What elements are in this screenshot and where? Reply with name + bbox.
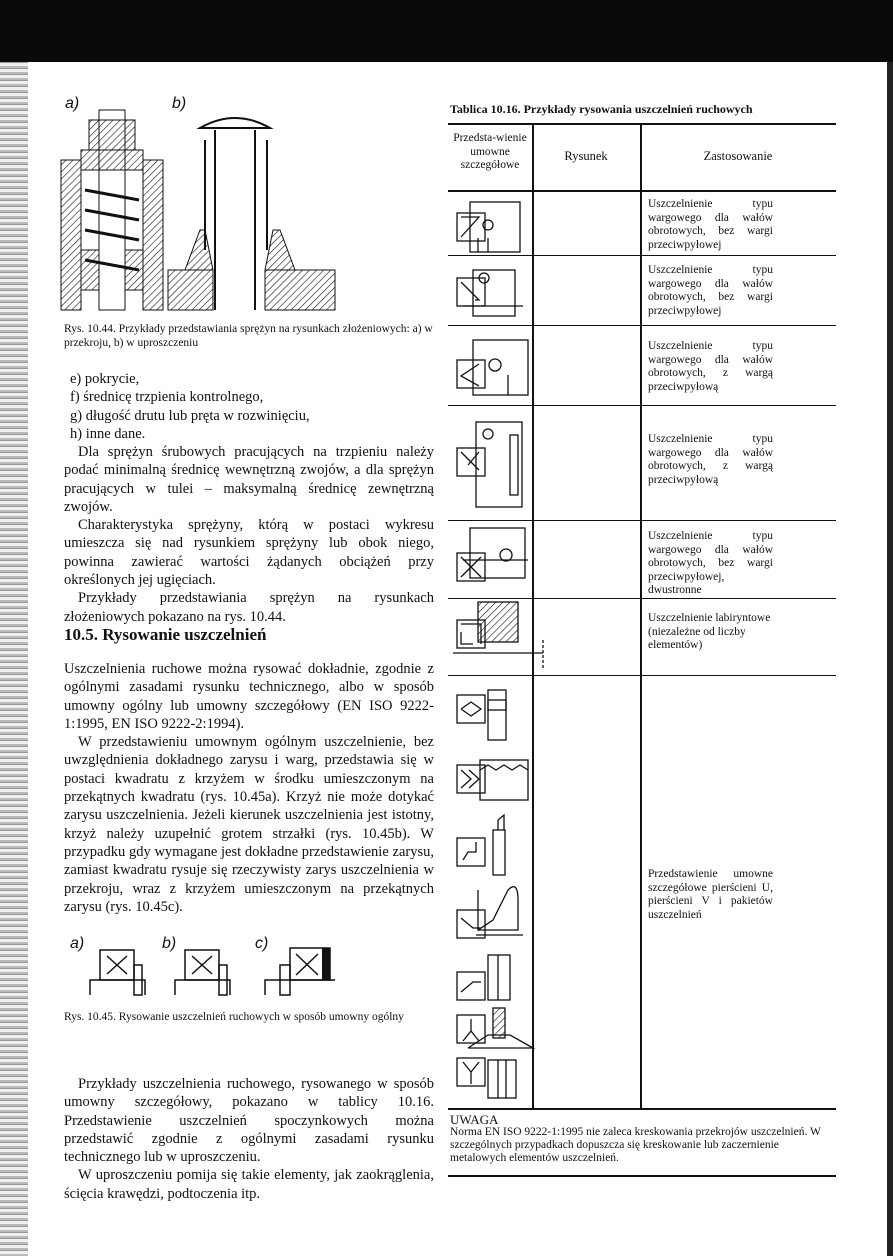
spring-drawing xyxy=(55,100,355,315)
fig-label-a: a) xyxy=(70,935,85,952)
table-rule xyxy=(448,1108,836,1110)
body-text-examples xyxy=(64,1075,434,1203)
paragraph: W uproszczeniu pomija się takie elementy, jak zaokrąglenia, ścięcia krawędzi, podtoczenia itp. xyxy=(64,1167,434,1202)
table-cell-application: Uszczelnienie typu wargowego dla wałów obrotowych, z wargą przeciwpyłową xyxy=(648,340,773,393)
paragraph: Dla sprężyn śrubowych pracujących na trzpieniu należy podać minimalną średnicę wewnętrzną zwojów, a dla sprężyn pracujących w tulei – maksymalną średnicę zewnętrzną zwojów. xyxy=(64,444,434,515)
body-text-seals xyxy=(64,660,434,916)
paragraph: Uszczelnienia ruchowe można rysować dokładnie, zgodnie z ogólnymi zasadami rysunku technicznego, albo w sposób umowny ogólny lub umowny szczegółowy (EN ISO 9222-1:1995, EN ISO 9222-2:1994). xyxy=(64,661,434,732)
fig-label-c: c) xyxy=(255,935,269,952)
column-header-application: Zastosowanie xyxy=(703,149,773,163)
paragraph: Charakterystyka sprężyny, którą w postaci wykresu umieszcza się nad rysunkiem sprężyny lub obok niego, powinna zawierać wartości żądanych obciążeń przy określonych jej ugięciach. xyxy=(64,517,434,589)
table-rule xyxy=(448,1175,836,1177)
table-cell-application: Uszczelnienie labiryntowe (niezależne od liczby elementów) xyxy=(648,612,771,651)
note-text: Norma EN ISO 9222-1:1995 nie zaleca kreskowania przekrojów uszczelnień. W szczególnych przypadkach dopuszcza się kreskowanie lub zaczernienie metalowych elementów uszczelnień. xyxy=(450,1126,821,1164)
fig-1045-caption: Rys. 10.45. Rysowanie uszczelnień ruchowych w sposób umowny ogólny xyxy=(64,1011,404,1023)
column-header-drawing: Rysunek xyxy=(564,149,608,163)
paragraph: W przedstawieniu umownym ogólnym uszczelnienie, bez uwzględnienia dokładnego zarysu i warg, przedstawia się w postaci kwadratu z krzyżem w środku umieszczonym na przekątnych kwadratu (rys. 10.45a). Krzyż nie może dotykać zarysu uszczelnienia. Jeżeli kierunek uszczelnienia jest istotny, krzyż należy uzupełnić grotem strzałki (rys. 10.45b). W przypadku gdy wymagane jest dokładne przedstawienie zarysu, zamiast kwadratu rysuje się rzeczywisty zarys uszczelnienia w przekroju, wraz z krzyżem umieszczonym na przekątnych zarysu (rys. 10.45c). xyxy=(64,734,434,915)
seal-symbols-and-drawings xyxy=(448,190,638,1108)
table-rule xyxy=(448,123,836,125)
spec-list xyxy=(64,370,434,443)
table-cell-application: Uszczelnienie typu wargowego dla wałów obrotowych, bez wargi przeciwpyłowej xyxy=(648,198,773,251)
list-item: h) inne dane. xyxy=(70,425,146,442)
table-cell-application: Uszczelnienie typu wargowego dla wałów obrotowych, z wargą przeciwpyłową xyxy=(648,433,773,486)
scan-border-left xyxy=(0,62,28,1256)
column-header-symbol: Przedsta-wienie umowne szczegółowe xyxy=(453,132,527,171)
list-item: e) pokrycie, xyxy=(70,371,140,387)
seal-symbol-drawing xyxy=(85,945,345,1000)
table-cell-application: Uszczelnienie typu wargowego dla wałów obrotowych, bez wargi przeciwpyłowej xyxy=(648,264,773,317)
table-cell-application: Uszczelnienie typu wargowego dla wałów obrotowych, bez wargi przeciwpyłowej, dwustronne xyxy=(648,530,773,596)
note-title: UWAGA xyxy=(450,1112,499,1127)
fig-label-b: b) xyxy=(172,95,187,112)
list-item: g) długość drutu lub pręta w rozwinięciu, xyxy=(70,407,310,424)
column-divider xyxy=(640,123,642,1108)
section-heading: 10.5. Rysowanie uszczelnień xyxy=(64,625,267,644)
table-title: Tablica 10.16. Przykłady rysowania uszczelnień ruchowych xyxy=(450,102,753,116)
fig-label-b: b) xyxy=(162,935,177,952)
fig-1044-caption: Rys. 10.44. Przykłady przedstawiania sprężyn na rysunkach złożeniowych: a) w przekroju, b) w uproszczeniu xyxy=(64,323,433,349)
list-item: f) średnicę trzpienia kontrolnego, xyxy=(70,389,264,406)
fig-label-a: a) xyxy=(65,95,80,112)
scan-border-right xyxy=(887,62,893,1256)
scan-border-top xyxy=(0,0,893,62)
paragraph: Przykłady uszczelnienia ruchowego, rysowanego w sposób umowny szczegółowy, pokazano w tablicy 10.16. Przedstawienie uszczelnień spoczynkowych można przedstawić zgodnie z ogólnymi zasadami rysunku technicznego lub w uproszczeniu. xyxy=(64,1076,434,1166)
table-cell-application: Przedstawienie umowne szczegółowe pierścieni U, pierścieni V i pakietów uszczelnień xyxy=(648,868,773,921)
paragraph: Przykłady przedstawiania sprężyn na rysunkach złożeniowych pokazano na rys. 10.44. xyxy=(64,590,434,625)
body-text-springs xyxy=(64,443,434,626)
